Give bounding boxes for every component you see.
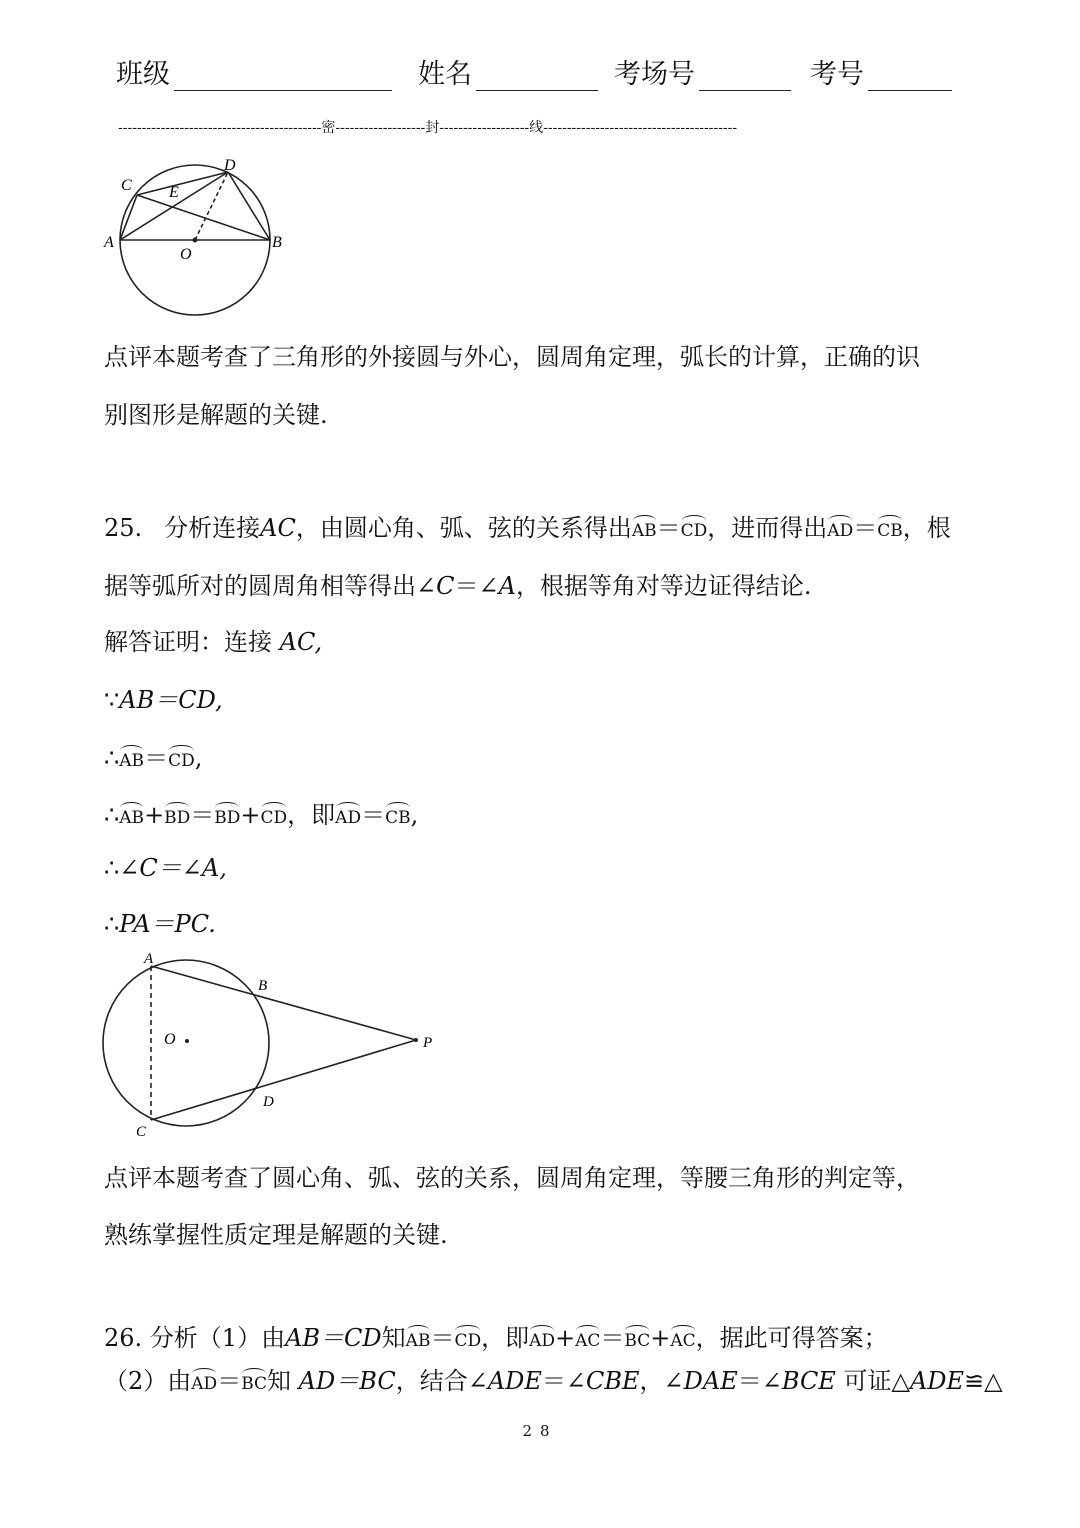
q25-comment-line1: 点评本题考查了圆心角、弧、弦的关系，圆周角定理，等腰三角形的判定等， [104, 1164, 920, 1192]
q25-analysis-line2: 据等弧所对的圆周角相等得出∠C＝∠A，根据等角对等边证得结论. [104, 572, 812, 600]
secant-ap [151, 966, 416, 1040]
arc-cd: CD [681, 517, 708, 541]
label-e: E [169, 184, 179, 201]
circle-o-2 [103, 960, 269, 1126]
label-o-2: O [164, 1031, 176, 1048]
name-label: 姓名 [418, 59, 472, 90]
because-symbol: ∵ [104, 686, 120, 714]
q25-answer-line: 解答证明：连接 AC, [104, 628, 323, 656]
secant-cp [151, 1040, 416, 1120]
exam-number-blank [868, 62, 952, 91]
figure-circle-abcde [100, 155, 300, 320]
chord-db [228, 172, 270, 240]
room-blank [699, 62, 791, 91]
label-b: B [272, 234, 282, 251]
q25-analysis-line1: 25. 分析连接AC，由圆心角、弧、弦的关系得出AB＝CD，进而得出AD＝CB，根 [104, 514, 951, 542]
class-blank [174, 62, 392, 91]
label-c: C [121, 177, 132, 194]
class-label: 班级 [116, 59, 170, 90]
label-d-2: D [263, 1094, 274, 1110]
figure-circle-tangent-p [96, 948, 446, 1143]
arc-ab: AB [632, 517, 657, 541]
label-o: O [180, 246, 192, 263]
q24-comment-line1: 点评本题考查了三角形的外接圆与外心，圆周角定理，弧长的计算，正确的识 [104, 343, 920, 371]
q25-step-because: ∵AB＝CD, [104, 686, 223, 714]
chord-ac [120, 195, 137, 240]
name-blank [476, 62, 598, 91]
label-p-2: P [423, 1035, 433, 1051]
q25-step-arc-sum: ∴AB+BD＝BD+CD，即AD＝CB, [104, 801, 419, 829]
q26-number: 26. [104, 1324, 143, 1352]
exam-number-label: 考号 [810, 59, 864, 90]
label-a: A [104, 234, 114, 251]
q26-part2-line: （2）由AD＝BC知 AD＝BC，结合∠ADE＝∠CBE，∠DAE＝∠BCE 可证△ADE≌△ [104, 1367, 1003, 1395]
q25-number: 25. [104, 514, 143, 542]
therefore-symbol: ∴ [104, 744, 120, 772]
q24-comment-line2: 别图形是解题的关键. [104, 401, 328, 429]
label-c-2: C [136, 1124, 147, 1140]
exam-number-field [810, 52, 952, 91]
class-field [116, 52, 392, 91]
q26-part1-line: 26. 分析（1）由AB＝CD知AB＝CD，即AD+AC＝BC+AC，据此可得答案； [104, 1324, 888, 1352]
arc-cb: CB [877, 517, 903, 541]
label-b-2: B [258, 978, 268, 994]
page-number: 28 [522, 1422, 558, 1440]
q25-step-final: ∴PA＝PC. [104, 910, 216, 938]
label-a-2: A [144, 951, 154, 967]
point-p [414, 1038, 418, 1042]
room-label: 考场号 [614, 59, 695, 90]
center-point [193, 238, 198, 243]
q25-comment-line2: 熟练掌握性质定理是解题的关键. [104, 1221, 448, 1249]
label-d: D [224, 157, 236, 174]
chord-cd [137, 172, 228, 195]
q25-step-angle: ∴∠C＝∠A, [104, 854, 227, 882]
seal-line: -------------------------------------------密-------------------封-------------------线----------------------------------------- [118, 120, 738, 136]
room-field [614, 52, 791, 91]
q25-step-arc-equal: ∴AB＝CD, [104, 744, 203, 772]
arc-ad: AD [827, 517, 853, 541]
center-point-2 [185, 1039, 189, 1043]
name-field [418, 52, 598, 91]
